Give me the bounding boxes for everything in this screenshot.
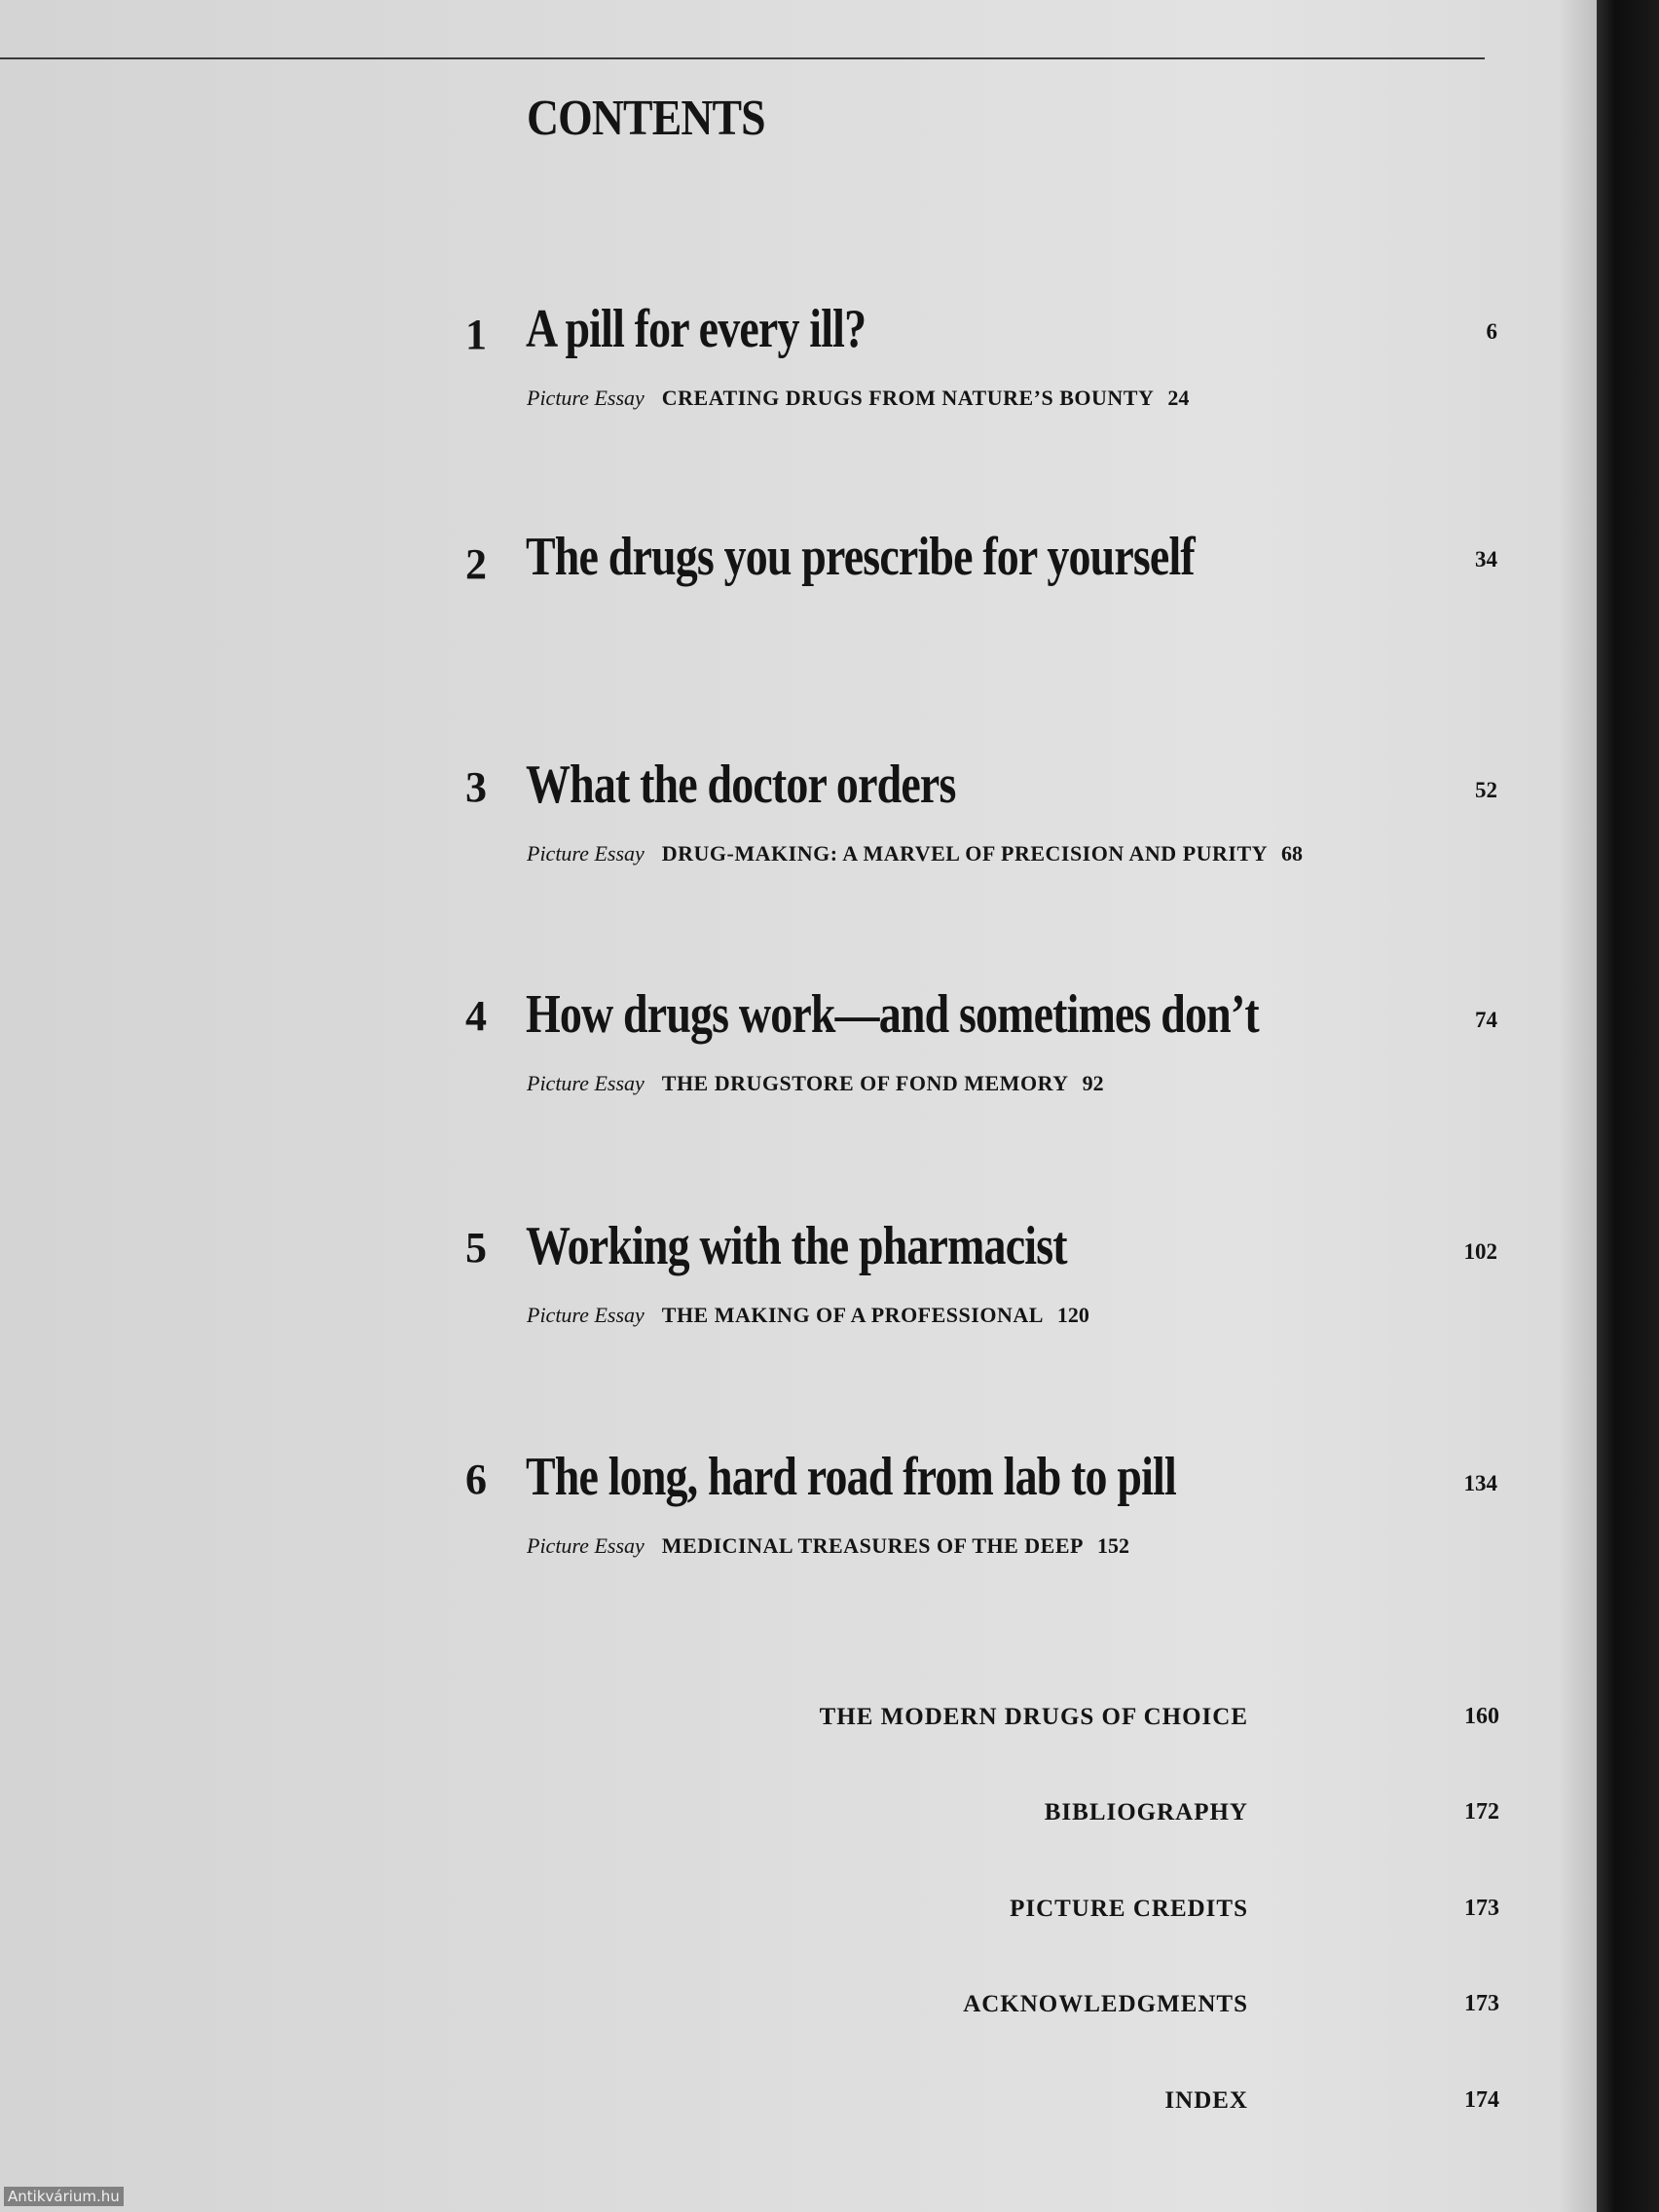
book-edge	[1597, 0, 1659, 2212]
back-matter-title: PICTURE CREDITS	[1010, 1896, 1248, 1922]
essay-label: Picture Essay	[527, 1071, 645, 1095]
chapter-page: 102	[1463, 1239, 1497, 1264]
back-matter-title: INDEX	[1164, 2087, 1248, 2114]
back-matter-page: 174	[1464, 2087, 1499, 2113]
essay-title: DRUG-MAKING: A MARVEL OF PRECISION AND PURITY	[661, 841, 1269, 866]
essay-title: MEDICINAL TREASURES OF THE DEEP	[661, 1533, 1084, 1558]
chapter-number: 6	[465, 1456, 487, 1503]
chapter-number: 3	[465, 763, 487, 811]
picture-essay	[527, 1533, 1129, 1559]
chapter-number: 5	[465, 1224, 487, 1272]
essay-title: THE DRUGSTORE OF FOND MEMORY	[661, 1071, 1069, 1095]
back-matter-page: 160	[1464, 1704, 1499, 1729]
back-matter-title: ACKNOWLEDGMENTS	[963, 1991, 1248, 2017]
chapter-page: 74	[1475, 1008, 1497, 1032]
chapter-title: A pill for every ill?	[526, 299, 866, 359]
essay-label: Picture Essay	[527, 386, 645, 410]
page-shadow	[1558, 0, 1597, 2212]
picture-essay	[527, 841, 1303, 866]
chapter-page: 134	[1463, 1471, 1497, 1495]
essay-page: 24	[1167, 386, 1190, 410]
chapter-page: 6	[1486, 319, 1497, 344]
chapter-title: The long, hard road from lab to pill	[526, 1447, 1176, 1507]
essay-page: 68	[1281, 841, 1304, 866]
picture-essay	[527, 1071, 1104, 1096]
contents-heading: CONTENTS	[527, 91, 765, 146]
essay-title: THE MAKING OF A PROFESSIONAL	[661, 1303, 1044, 1327]
back-matter-page: 173	[1464, 1896, 1499, 1921]
essay-label: Picture Essay	[527, 1303, 645, 1327]
chapter-number: 2	[465, 540, 487, 588]
chapter-number: 1	[465, 311, 487, 358]
back-matter-title: BIBLIOGRAPHY	[1044, 1799, 1248, 1825]
top-rule	[0, 57, 1485, 59]
essay-label: Picture Essay	[527, 841, 645, 866]
chapter-title: The drugs you prescribe for yourself	[526, 527, 1195, 587]
essay-title: CREATING DRUGS FROM NATURE’S BOUNTY	[661, 386, 1155, 410]
picture-essay	[527, 1303, 1089, 1328]
back-matter-page: 173	[1464, 1991, 1499, 2016]
essay-label: Picture Essay	[527, 1533, 645, 1558]
chapter-page: 34	[1475, 547, 1497, 571]
back-matter-page: 172	[1464, 1799, 1499, 1825]
back-matter-title: THE MODERN DRUGS OF CHOICE	[819, 1704, 1248, 1730]
chapter-title: What the doctor orders	[526, 755, 956, 815]
watermark: Antikvárium.hu	[4, 2187, 124, 2206]
chapter-title: How drugs work—and sometimes don’t	[526, 984, 1259, 1045]
essay-page: 152	[1096, 1533, 1129, 1558]
picture-essay	[527, 386, 1189, 411]
chapter-page: 52	[1475, 778, 1497, 802]
essay-page: 120	[1056, 1303, 1089, 1327]
essay-page: 92	[1082, 1071, 1104, 1095]
chapter-number: 4	[465, 992, 487, 1040]
chapter-title: Working with the pharmacist	[526, 1216, 1067, 1276]
